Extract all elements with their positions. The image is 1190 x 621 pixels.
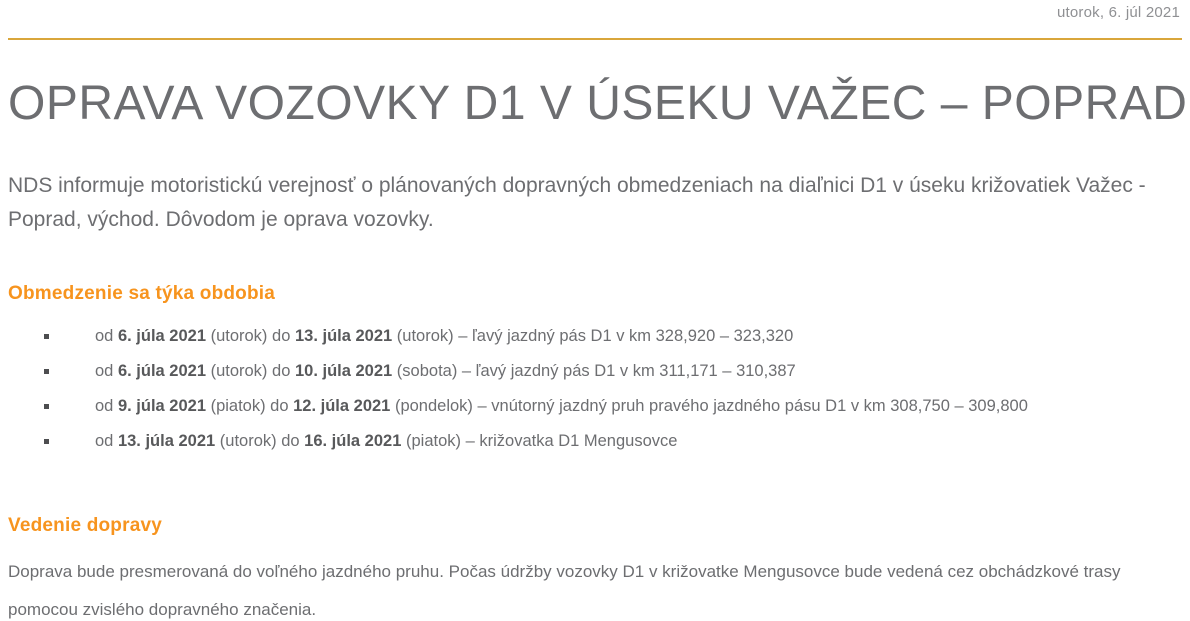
restriction-date: 6. júla 2021 [117, 362, 206, 380]
restriction-date: 13. júla 2021 [117, 432, 216, 450]
restriction-item [8, 389, 1182, 424]
restriction-text: od [95, 362, 118, 380]
restriction-date: 10. júla 2021 [294, 362, 393, 380]
intro-paragraph: NDS informuje motoristickú verejnosť o plánovaných dopravných obmedzeniach na diaľnici D1 v úseku križovatiek Važec - Poprad, východ. Dôvodom je oprava vozovky. [8, 174, 1146, 231]
restriction-text: (utorok) do [206, 362, 295, 380]
gold-divider [8, 38, 1182, 40]
restriction-item [8, 424, 1182, 459]
restriction-date: 12. júla 2021 [293, 397, 391, 415]
restriction-date: 16. júla 2021 [304, 432, 402, 450]
restriction-text: (pondelok) – vnútorný jazdný pruh pravého jazdného pásu D1 v km 308,750 – 309,800 [390, 397, 1028, 415]
restriction-text: (utorok) do [215, 432, 305, 450]
restriction-text: od [95, 327, 118, 345]
traffic-paragraph: Doprava bude presmerovaná do voľného jazdného pruhu. Počas údržby vozovky D1 v križovatke Mengusovce bude vedená cez obchádzkové trasy pomocou zvislého dopravného značenia. [8, 562, 1121, 619]
restriction-text: (sobota) – ľavý jazdný pás D1 v km 311,171 – 310,387 [392, 362, 796, 380]
restriction-text: (piatok) – križovatka D1 Mengusovce [401, 432, 678, 450]
restriction-date: 13. júla 2021 [294, 327, 393, 345]
restriction-item [8, 354, 1182, 389]
restriction-list [8, 319, 1182, 459]
restrictions-heading: Obmedzenie sa týka obdobia [8, 283, 276, 304]
traffic-heading: Vedenie dopravy [8, 515, 163, 536]
restriction-date: 9. júla 2021 [117, 397, 206, 415]
restriction-text: (piatok) do [206, 397, 294, 415]
article-date: utorok, 6. júl 2021 [1056, 4, 1180, 21]
restriction-text: od [95, 432, 118, 450]
restriction-text: od [95, 397, 118, 415]
restriction-text: (utorok) do [206, 327, 295, 345]
restriction-date: 6. júla 2021 [117, 327, 206, 345]
restriction-text: (utorok) – ľavý jazdný pás D1 v km 328,920 – 323,320 [392, 327, 794, 345]
restriction-item [8, 319, 1182, 354]
page-title: OPRAVA VOZOVKY D1 V ÚSEKU VAŽEC – POPRAD [8, 77, 1188, 130]
